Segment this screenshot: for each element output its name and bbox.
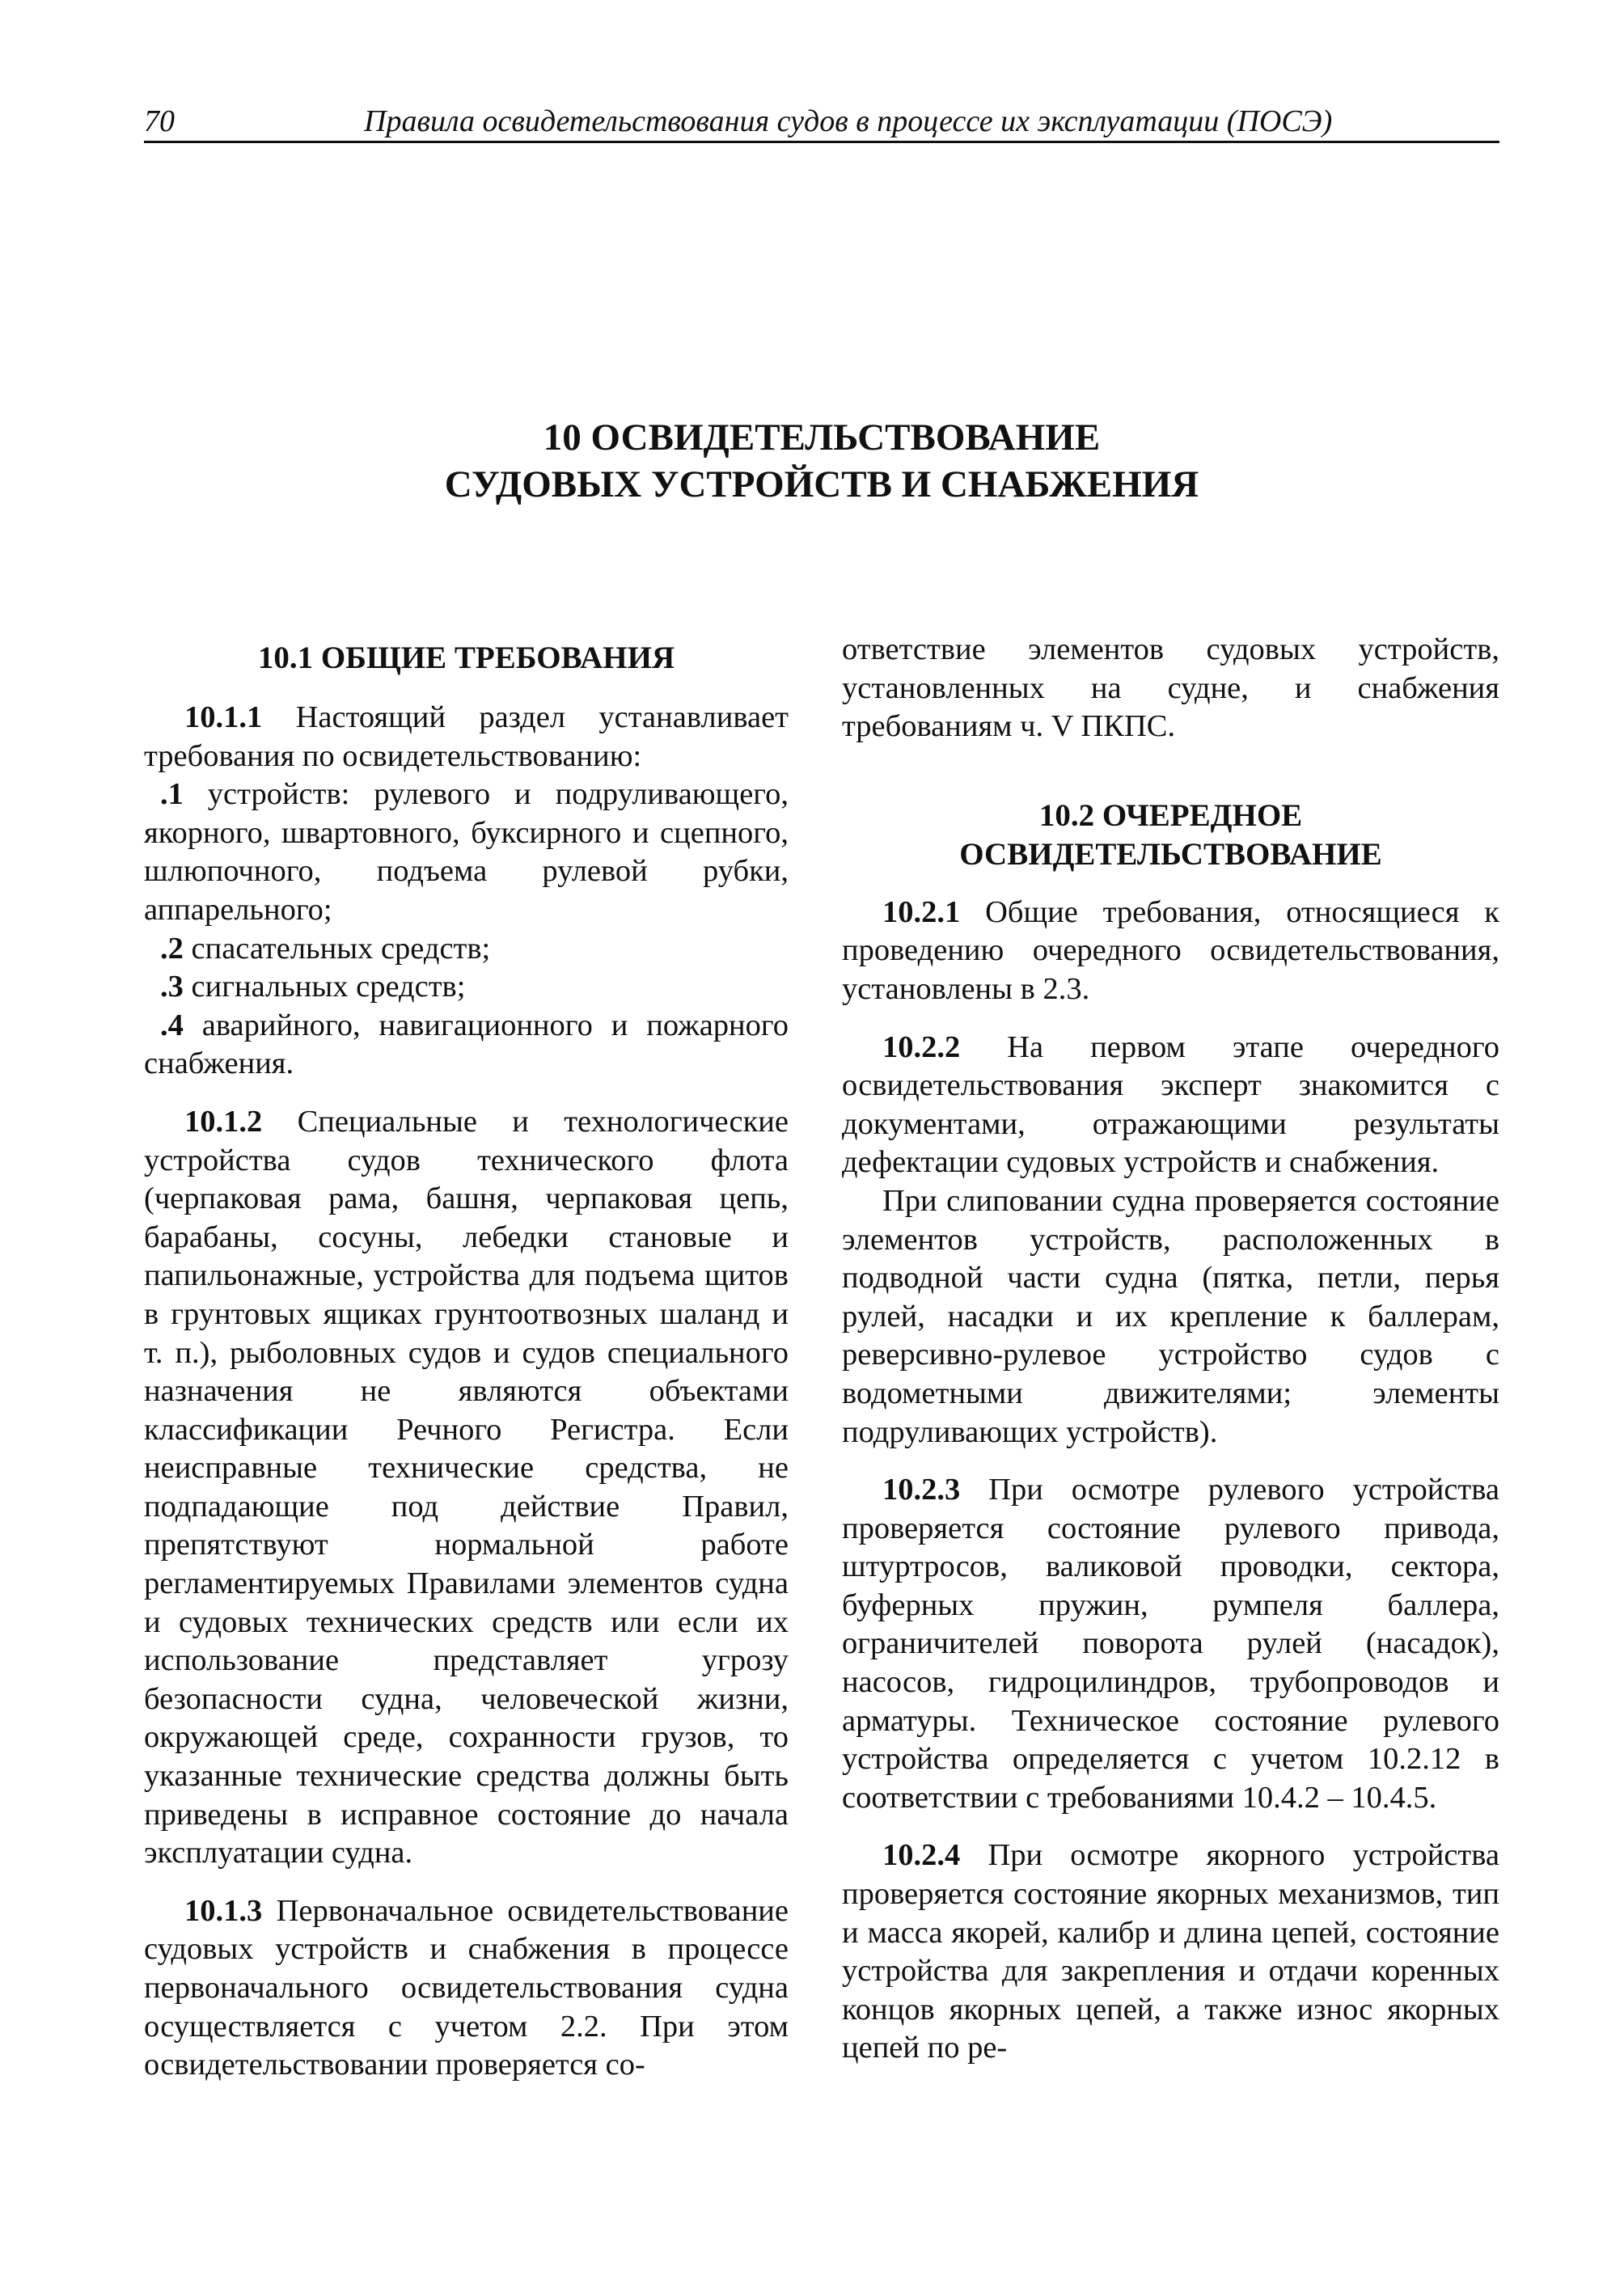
continuation-paragraph: ответствие элементов судовых устройств, установленных на судне, и снабжения требованиям ч. V ПКПС. <box>842 632 1499 744</box>
paragraph-number: 10.2.2 <box>882 1029 961 1064</box>
paragraph-10-2-3 <box>842 1471 1499 1817</box>
paragraph-10-2-1 <box>842 894 1499 1009</box>
page-header <box>144 99 1499 143</box>
paragraph-text: На первом этапе очередного освидетельствования эксперт знакомится с документами, отражающими результаты дефектации судовых устройств и снабжения. <box>842 1029 1499 1180</box>
paragraph-text: Общие требования, относящиеся к проведению очередного освидетельствования, установлены в 2.3. <box>842 894 1499 1006</box>
list-item-text: спасательных средств; <box>183 931 491 966</box>
right-column <box>842 631 1499 2068</box>
running-title: Правила освидетельствования судов в процессе их эксплуатации (ПОСЭ) <box>364 104 1333 138</box>
section-title-10-1: 10.1 ОБЩИЕ ТРЕБОВАНИЯ <box>257 640 675 675</box>
chapter-title <box>144 414 1499 508</box>
paragraph-number: 10.2.1 <box>882 894 961 929</box>
list-item-number: .1 <box>160 777 184 812</box>
list-item-2 <box>144 930 789 969</box>
paragraph-10-1-2 <box>144 1103 789 1873</box>
list-item-number: .3 <box>160 970 184 1004</box>
paragraph-text: При слиповании судна проверяется состояние элементов устройств, расположенных в подводной части судна (пятка, петли, перья рулей, насадки и их крепление к баллерам, реверсивно-рулевое устройство судов с водометными движителями; элементы подруливающих устройств). <box>842 1183 1499 1449</box>
paragraph-number: 10.1.1 <box>184 700 263 734</box>
paragraph-text: Настоящий раздел устанавливает требования по освидетельствованию: <box>144 700 789 773</box>
paragraph-10-2-2 <box>842 1029 1499 1182</box>
list-item-number: .2 <box>160 931 184 966</box>
paragraph-number: 10.2.3 <box>882 1473 961 1507</box>
paragraph-10-1-1 <box>144 699 789 776</box>
list-item-3 <box>144 968 789 1007</box>
paragraph-slipway <box>842 1182 1499 1452</box>
list-item-number: .4 <box>160 1008 184 1042</box>
list-item-text: устройств: рулевого и подруливающего, якорного, швартовного, буксирного и сцепного, шлюпочного, подъема рулевой рубки, аппарельного; <box>144 777 789 927</box>
section-title-line-1: 10.2 ОЧЕРЕДНОЕ <box>1038 797 1303 833</box>
paragraph-10-2-4 <box>842 1837 1499 2068</box>
chapter-title-line-2: СУДОВЫХ УСТРОЙСТВ И СНАБЖЕНИЯ <box>444 463 1199 505</box>
list-item-4 <box>144 1007 789 1084</box>
section-title-line-2: ОСВИДЕТЕЛЬСТВОВАНИЕ <box>959 836 1382 872</box>
list-item-text: сигнальных средств; <box>183 970 466 1004</box>
page-number: 70 <box>144 104 175 138</box>
paragraph-text: При осмотре рулевого устройства проверяется состояние рулевого привода, штуртросов, валиковой проводки, сектора, буферных пружин, румпеля баллера, ограничителей поворота рулей (насадок), насосов, гидроцилиндров, трубопроводов и арматуры. Техническое состояние рулевого устройства определяется с учетом 10.2.12 в соответствии с требованиями 10.4.2 – 10.4.5. <box>842 1473 1499 1815</box>
paragraph-text: Специальные и технологические устройства судов технического флота (черпаковая рама, башня, черпаковая цепь, барабаны, сосуны, лебедки становые и папильонажные, устройства для подъема щитов в грунтовых ящиках грунтоотвозных шаланд и т. п.), рыболовных судов и судов специального назначения не являются объектами классификации Речного Регистра. Если неисправные технические средства, не подпадающие под действие Правил, препятствуют нормальной работе регламентируемых Правилами элементов судна и судовых технических средств или если их использование представляет угрозу безопасности судна, человеческой жизни, окружающей среде, сохранности грузов, то указанные технические средства должны быть приведены в исправное состояние до начала эксплуатации судна. <box>144 1104 789 1870</box>
left-column <box>144 631 789 2085</box>
paragraph-number: 10.2.4 <box>882 1838 961 1873</box>
paragraph-text: Первоначальное освидетельствование судовых устройств и снабжения в процессе первоначального освидетельствования судна осуществляется с учетом 2.2. При этом освидетельствовании проверяется со- <box>144 1893 789 2082</box>
paragraph-text: При осмотре якорного устройства проверяется состояние якорных механизмов, тип и масса якорей, калибр и длина цепей, состояние устройства для закрепления и отдачи коренных концов якорных цепей, а также износ якорных цепей по ре- <box>842 1838 1499 2065</box>
paragraph-number: 10.1.2 <box>184 1104 263 1139</box>
list-item-text: аварийного, навигационного и пожарного снабжения. <box>144 1008 789 1081</box>
chapter-title-line-1: 10 ОСВИДЕТЕЛЬСТВОВАНИЕ <box>543 416 1101 459</box>
list-item-1 <box>144 776 789 929</box>
paragraph-10-1-3 <box>144 1892 789 2085</box>
paragraph-number: 10.1.3 <box>184 1893 263 1928</box>
section-title-10-2 <box>842 797 1499 874</box>
